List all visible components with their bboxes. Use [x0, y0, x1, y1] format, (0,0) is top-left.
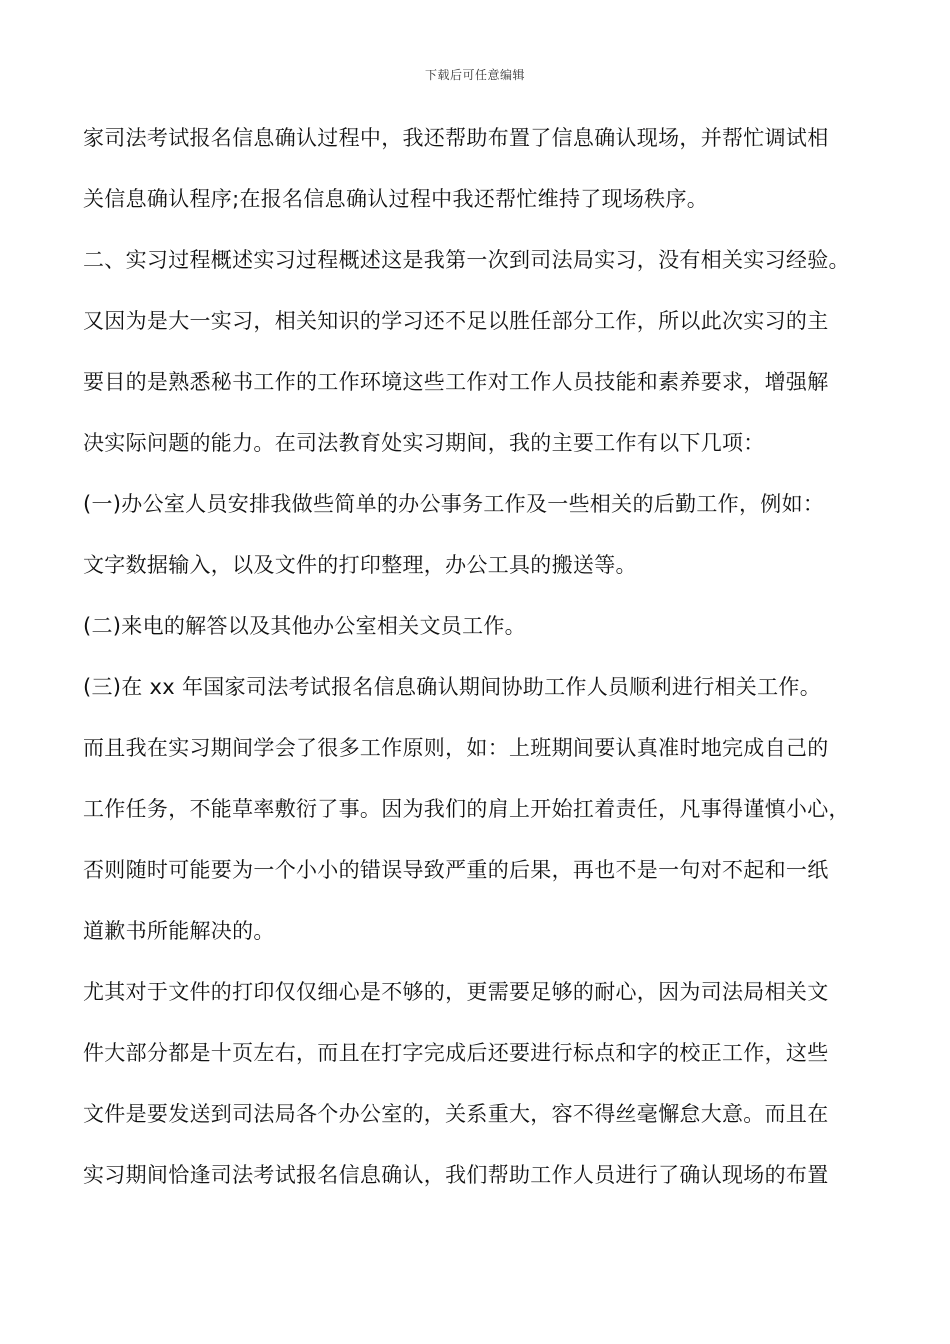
text-line: 工作任务，不能草率敷衍了事。因为我们的肩上开始扛着责任，凡事得谨慎小心，: [83, 797, 850, 821]
document-body: [83, 118, 873, 1216]
text-line: (二)来电的解答以及其他办公室相关文员工作。: [83, 614, 526, 638]
text-line: 件大部分都是十页左右，而且在打字完成后还要进行标点和字的校正工作，这些: [83, 1041, 829, 1065]
text-line: 决实际问题的能力。在司法教育处实习期间，我的主要工作有以下几项：: [83, 431, 765, 455]
text-line: 文字数据输入，以及文件的打印整理，办公工具的搬送等。: [83, 553, 637, 577]
text-line: 而且我在实习期间学会了很多工作原则，如：上班期间要认真准时地完成自己的: [83, 736, 829, 760]
text-line: 关信息确认程序;在报名信息确认过程中我还帮忙维持了现场秩序。: [83, 187, 709, 211]
text-line: 否则随时可能要为一个小小的错误导致严重的后果，再也不是一句对不起和一纸: [83, 858, 829, 882]
text-line: (一)办公室人员安排我做些简单的办公事务工作及一些相关的后勤工作，例如：: [83, 492, 825, 516]
page-header: 下载后可任意编辑: [424, 68, 525, 82]
text-line: 实习期间恰逢司法考试报名信息确认，我们帮助工作人员进行了确认现场的布置: [83, 1163, 829, 1187]
text-line: 要目的是熟悉秘书工作的工作环境这些工作对工作人员技能和素养要求，增强解: [83, 370, 829, 394]
text-line: 家司法考试报名信息确认过程中，我还帮助布置了信息确认现场，并帮忙调试相: [83, 126, 829, 150]
text-line: 尤其对于文件的打印仅仅细心是不够的，更需要足够的耐心，因为司法局相关文: [83, 980, 829, 1004]
text-line: 又因为是大一实习，相关知识的学习还不足以胜任部分工作，所以此次实习的主: [83, 309, 829, 333]
text-line: 道歉书所能解决的。: [83, 919, 275, 943]
text-line: 二、实习过程概述实习过程概述这是我第一次到司法局实习，没有相关实习经验。: [83, 248, 850, 272]
text-line: (三)在 xx 年国家司法考试报名信息确认期间协助工作人员顺利进行相关工作。: [83, 675, 821, 699]
text-line: 文件是要发送到司法局各个办公室的，关系重大，容不得丝毫懈怠大意。而且在: [83, 1102, 829, 1126]
